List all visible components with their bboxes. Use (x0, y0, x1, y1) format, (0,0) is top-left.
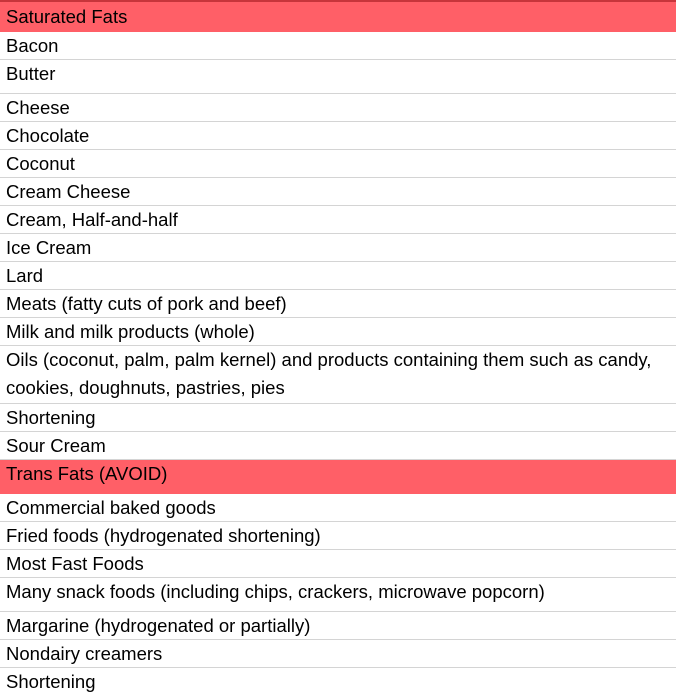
row-fried-foods[interactable]: Fried foods (hydrogenated shortening) (0, 522, 676, 550)
row-lard[interactable]: Lard (0, 262, 676, 290)
row-commercial-baked-goods[interactable]: Commercial baked goods (0, 494, 676, 522)
row-most-fast-foods[interactable]: Most Fast Foods (0, 550, 676, 578)
row-oils[interactable]: Oils (coconut, palm, palm kernel) and products containing them such as candy, cookies, doughnuts, pastries, pies (0, 346, 676, 404)
row-cream-cheese[interactable]: Cream Cheese (0, 178, 676, 206)
row-milk[interactable]: Milk and milk products (whole) (0, 318, 676, 346)
row-ice-cream[interactable]: Ice Cream (0, 234, 676, 262)
row-cream-half-and-half[interactable]: Cream, Half-and-half (0, 206, 676, 234)
row-margarine[interactable]: Margarine (hydrogenated or partially) (0, 612, 676, 640)
row-coconut[interactable]: Coconut (0, 150, 676, 178)
row-sour-cream[interactable]: Sour Cream (0, 432, 676, 460)
row-shortening-trans[interactable]: Shortening (6, 671, 96, 692)
row-butter[interactable]: Butter (0, 60, 676, 94)
header-saturated-fats[interactable]: Saturated Fats (0, 2, 676, 32)
row-bacon[interactable]: Bacon (0, 32, 676, 60)
row-shortening-saturated[interactable]: Shortening (0, 404, 676, 432)
row-chocolate[interactable]: Chocolate (0, 122, 676, 150)
header-trans-fats[interactable]: Trans Fats (AVOID) (0, 460, 676, 494)
row-nondairy-creamers[interactable]: Nondairy creamers (0, 640, 676, 668)
row-many-snack-foods[interactable]: Many snack foods (including chips, crackers, microwave popcorn) (0, 578, 676, 612)
row-meats[interactable]: Meats (fatty cuts of pork and beef) (0, 290, 676, 318)
row-cheese[interactable]: Cheese (0, 94, 676, 122)
